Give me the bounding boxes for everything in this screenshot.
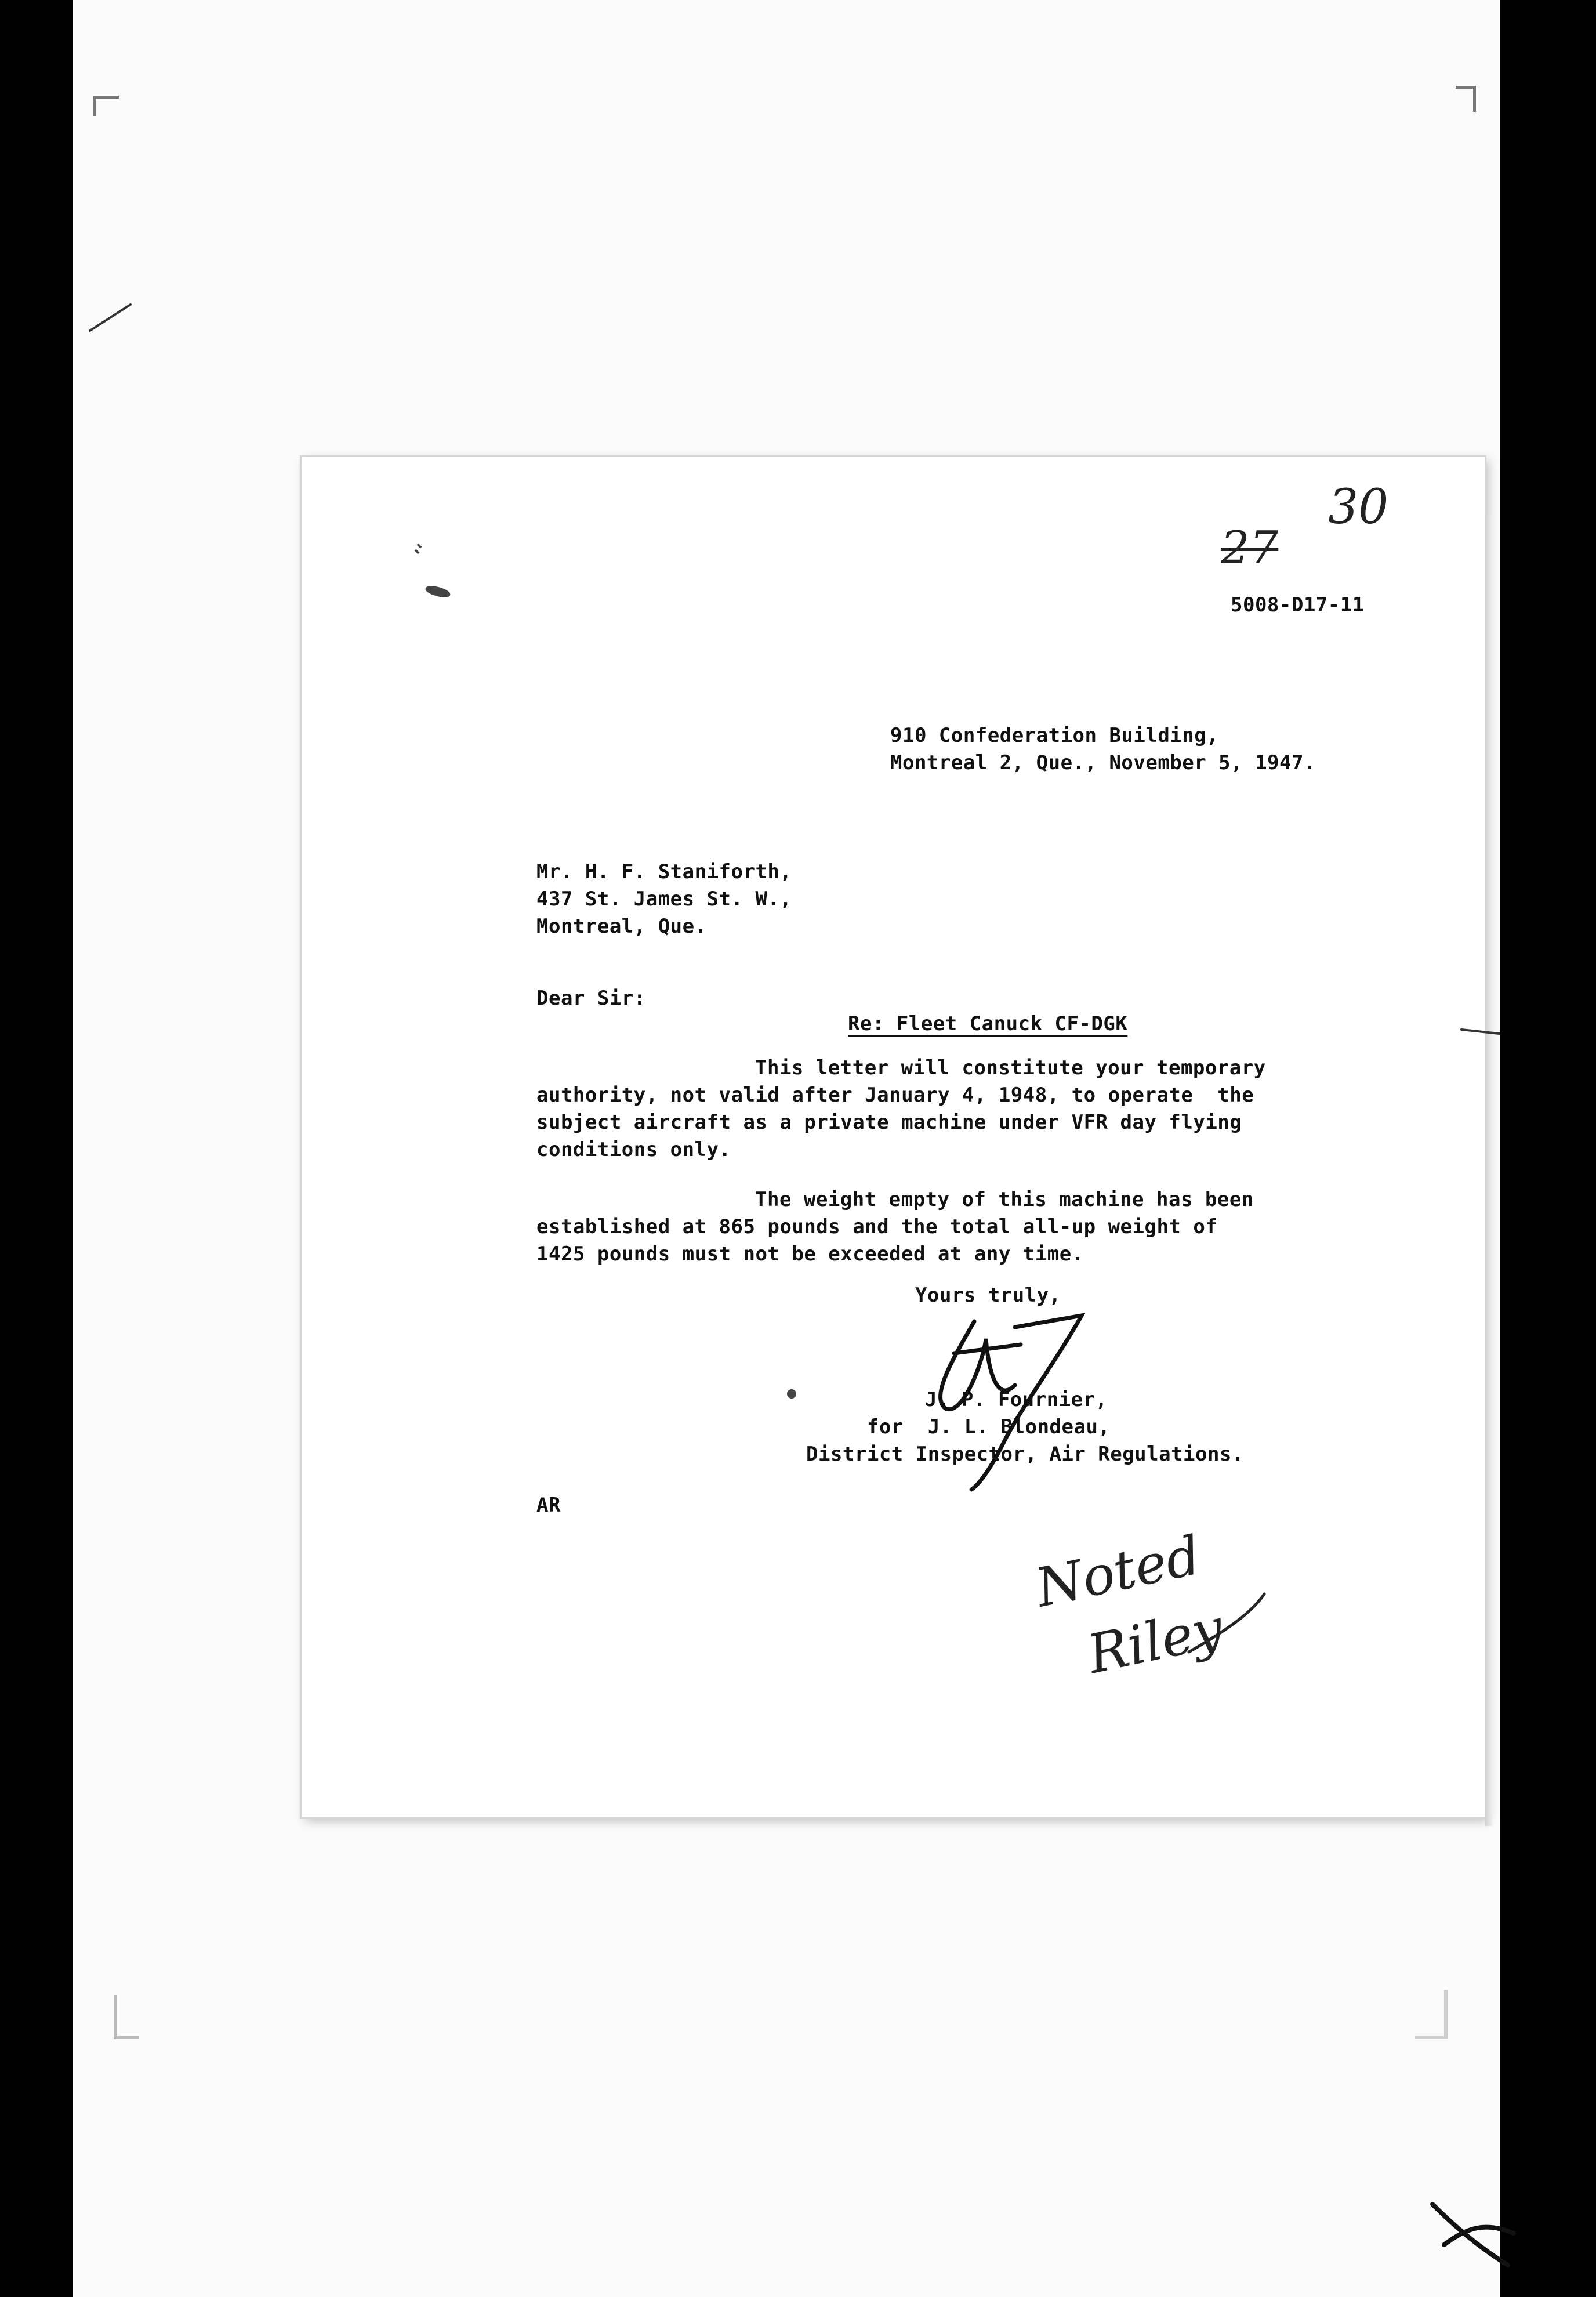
signature-block-line: J. P. Fournier, [925,1388,1108,1411]
sender-address-line2: Montreal 2, Que., November 5, 1947. [890,751,1316,774]
paragraph1-line: This letter will constitute your temporary [755,1056,1266,1079]
typist-initials: AR [536,1494,561,1517]
film-scratch [90,305,1499,1034]
handwritten-page-number-struck: 27 [1221,522,1279,574]
signature-block-line: District Inspector, Air Regulations. [806,1443,1244,1466]
film-damage-bottom-right [1432,2204,1514,2265]
recipient-line: Mr. H. F. Staniforth, [536,860,792,883]
signature-block-line: for J. L. Blondeau, [867,1415,1111,1439]
closing: Yours truly, [915,1284,1061,1307]
handwritten-note-line2: Riley [1082,1596,1229,1686]
recipient-line: 437 St. James St. W., [536,887,792,911]
paragraph2-line: 1425 pounds must not be exceeded at any time. [536,1242,1084,1266]
salutation: Dear Sir: [536,987,646,1010]
recipient-line: Montreal, Que. [536,915,707,938]
handwritten-page-number: 30 [1328,480,1389,535]
paragraph1-line: subject aircraft as a private machine under VFR day flying [536,1111,1242,1134]
paragraph1-line: authority, not valid after January 4, 1948, to operate the [536,1084,1254,1107]
paragraph2-line: established at 865 pounds and the total all-up weight of [536,1215,1218,1238]
paragraph1-line: conditions only. [536,1138,731,1161]
file-number: 5008-D17-11 [1231,593,1365,617]
sender-address-line1: 910 Confederation Building, [890,724,1219,747]
paragraph2-line: The weight empty of this machine has been [755,1188,1254,1211]
subject-line: Re: Fleet Canuck CF-DGK [848,1012,1128,1035]
handwritten-note-line1: Noted [1030,1524,1206,1620]
